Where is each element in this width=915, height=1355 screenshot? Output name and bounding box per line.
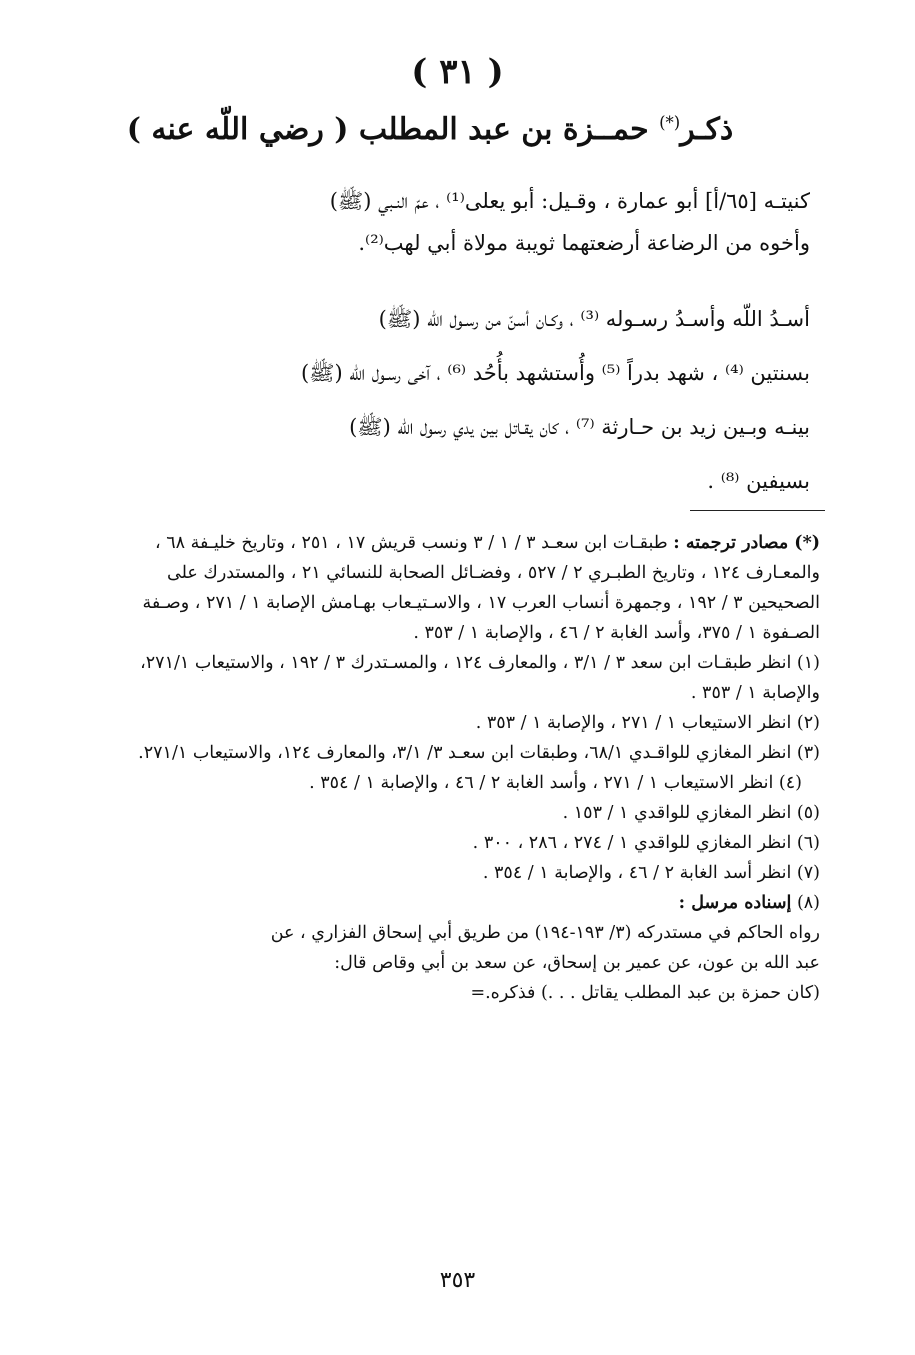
- footnote-8-line: (كان حمزة بن عبد المطلب يقاتل . . .) فذكره.=: [470, 983, 820, 1003]
- paragraph-line: كنيتـه [٦٥/أ] أبو عمارة ، وقـيل: أبو يعلى⁽¹⁾ ، عمّ النـبي (ﷺ): [329, 189, 810, 213]
- title-prefix: ذكـر: [680, 112, 734, 147]
- footnotes: [100, 528, 820, 1008]
- footnote-6: (٦) انظر المغازي للواقدي ١ / ٢٧٤ ، ٢٨٦ ، ٣٠٠ .: [472, 833, 820, 853]
- footnote-5: (٥) انظر المغازي للواقدي ١ / ١٥٣ .: [562, 803, 820, 823]
- footnote-8-label: إسناده مرسل :: [678, 893, 792, 913]
- paragraph-line: بسنتين ⁽⁴⁾ ، شهد بدراً ⁽⁵⁾ وأُستشهد بأُحُد ⁽⁶⁾ ، آخى رسـول اللّه (ﷺ): [300, 361, 810, 385]
- footnote-2: (٢) انظر الاستيعاب ١ / ٢٧١ ، والإصابة ١ / ٣٥٣ .: [475, 713, 820, 733]
- paragraph-line: وأخوه من الرضاعة أرضعتهما ثويبة مولاة أبي لهب⁽²⁾.: [358, 231, 810, 255]
- footnote-8-line: عبد الله بن عون، عن عمير بن إسحاق، عن سعد بن أبي وقاص قال:: [334, 953, 820, 973]
- footnote-8-number: (٨): [796, 893, 820, 913]
- footnote-sources: [100, 528, 820, 648]
- footnote-8: [100, 888, 820, 918]
- chapter-number: ( ٣١ ): [411, 52, 504, 92]
- footnote-7: (٧) انظر أسد الغابة ٢ / ٤٦ ، والإصابة ١ / ٣٥٤ .: [482, 863, 820, 883]
- footnote-3: (٣) انظر المغازي للواقـدي ٦٨/١، وطبقات ابن سعـد ٣/ ٣/١، والمعارف ١٢٤، والاستيعاب ٢٧١/١.: [138, 743, 820, 763]
- footnote-4: (٤) انظر الاستيعاب ١ / ٢٧١ ، وأسد الغابة ٢ / ٤٦ ، والإصابة ١ / ٣٥٤ .: [309, 773, 802, 793]
- paragraph-line: بسيفين ⁽⁸⁾ .: [707, 469, 810, 493]
- page-number: ٣٥٣: [439, 1268, 476, 1293]
- footnote-separator: [690, 510, 825, 511]
- paragraph-kunya: [100, 180, 810, 264]
- footnote-1: (١) انظر طبقـات ابن سعد ٣ / ٣/١ ، والمعارف ١٢٤ ، والمسـتدرك ٣ / ١٩٢ ، والاستيعاب ٢٧١/١، والإصابة ١ / ٣٥٣ .: [140, 653, 820, 703]
- paragraph-biography: [100, 292, 810, 508]
- paragraph-line: بينـه وبـين زيد بن حـارثة ⁽⁷⁾ ، كان يقـاتل بين يدي رسول اللّه (ﷺ): [349, 415, 810, 439]
- chapter-title: [80, 112, 780, 147]
- title-main: حمــزة بن عبد المطلب ( رضي اللّه عنه ): [126, 112, 660, 147]
- footnote-sources-label: (*) مصادر ترجمته :: [673, 533, 820, 553]
- paragraph-line: أسـدُ اللّه وأسـدُ رسـوله ⁽³⁾ ، وكـان أسنّ من رسـول اللّه (ﷺ): [378, 307, 810, 331]
- title-footnote-marker: (*): [659, 113, 681, 132]
- footnote-8-line: رواه الحاكم في مستدركه (٣/ ١٩٣-١٩٤) من طريق أبي إسحاق الفزاري ، عن: [270, 923, 820, 943]
- footnote-sources-text: طبقـات ابن سعـد ٣ / ١ / ٣ ونسب قريش ١٧ ، ٢٥١ ، وتاريخ خليـفة ٦٨ ، والمعـارف ١٢٤ ، وتاريخ الطبـري ٢ / ٥٢٧ ، وفضـائل الصحابة للنسائي ٢١ ، والمستدرك على الصحيحين ٣ / ١٩٢ ، وجمهرة أنساب العرب ١٧ ، والاسـتيـعاب بهـامش الإصابة ١ / ٢٧١ ، وصـفة الصـفوة ١ / ٣٧٥، وأسد الغابة ٢ / ٤٦ ، والإصابة ١ / ٣٥٣ .: [142, 533, 820, 643]
